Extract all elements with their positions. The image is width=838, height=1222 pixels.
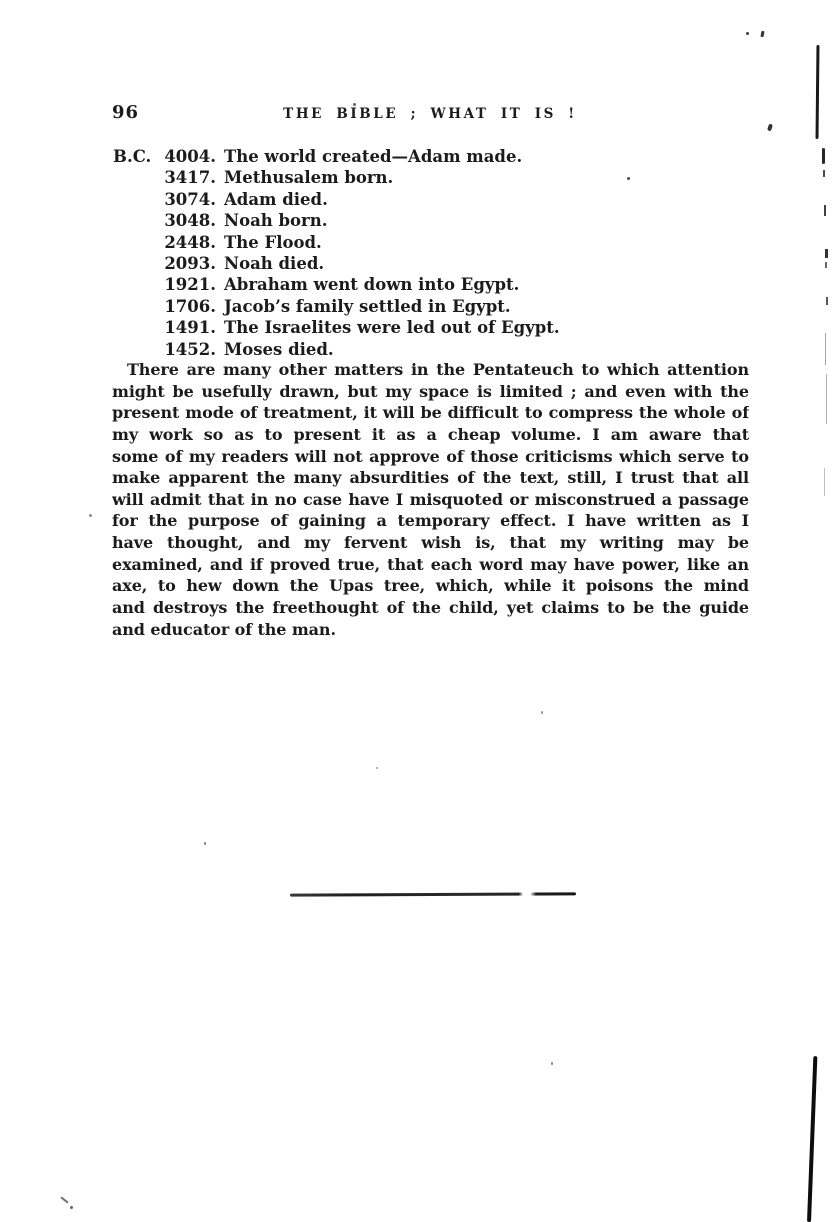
event-label: Jacob’s family settled in Egypt. xyxy=(224,296,511,316)
paragraph-line: There are many other matters in the Pentateuch to which attention xyxy=(127,360,749,379)
running-header: THE BIBLE ; WHAT IT IS ! xyxy=(283,106,577,122)
paragraph-line: and destroys the freethought of the child, yet claims to be the guide xyxy=(112,598,749,618)
scan-artifact xyxy=(824,468,825,496)
paragraph-line: make apparent the many absurdities of the text, still, I trust that all xyxy=(112,468,749,488)
scan-artifact xyxy=(807,1056,817,1222)
chronology-entry xyxy=(113,275,758,296)
ink-speck xyxy=(376,767,378,769)
paragraph-line: present mode of treatment, it will be difficult to compress the whole of xyxy=(112,403,749,423)
paragraph-line: might be usefully drawn, but my space is limited ; and even with the xyxy=(112,381,749,401)
page-number: 96 xyxy=(112,102,140,123)
chronology-entry xyxy=(113,147,758,168)
chronology-entry xyxy=(113,318,758,339)
body-paragraph xyxy=(112,359,749,640)
paragraph-line: will admit that in no case have I misquoted or misconstrued a passage xyxy=(112,489,749,509)
year-label: 1452. xyxy=(164,339,216,359)
ink-speck xyxy=(70,1206,73,1209)
year-label: 1706. xyxy=(164,296,216,316)
scan-artifact xyxy=(824,205,826,216)
scan-artifact xyxy=(825,333,826,365)
event-label: Adam died. xyxy=(224,189,328,209)
scan-artifact xyxy=(823,170,825,177)
paragraph-line: for the purpose of gaining a temporary effect. I have written as I xyxy=(112,511,749,531)
scan-artifact xyxy=(822,148,825,164)
ink-speck xyxy=(353,103,356,106)
chronology-entry xyxy=(113,168,758,189)
event-label: Abraham went down into Egypt. xyxy=(224,275,520,295)
paragraph-line: my work so as to present it as a cheap volume. I am aware that xyxy=(112,424,749,444)
year-label: 1491. xyxy=(164,318,216,338)
event-label: The Flood. xyxy=(224,232,322,252)
chronology-entry xyxy=(113,297,758,318)
scan-artifact xyxy=(825,262,827,268)
year-label: 3048. xyxy=(164,211,216,231)
chronology-entry xyxy=(113,254,758,275)
event-label: Noah born. xyxy=(224,211,328,231)
paragraph-line: axe, to hew down the Upas tree, which, while it poisons the mind xyxy=(112,576,749,596)
ink-speck xyxy=(204,842,206,845)
scan-artifact xyxy=(825,249,828,258)
ink-speck xyxy=(60,1196,68,1203)
event-label: Moses died. xyxy=(224,339,334,359)
scan-artifact xyxy=(826,297,828,305)
era-label: B.C. xyxy=(113,147,152,166)
ink-speck xyxy=(627,177,630,180)
paragraph-line: examined, and if proved true, that each word may have power, like an xyxy=(112,554,749,574)
ink-speck xyxy=(541,711,543,714)
chronology-list xyxy=(113,147,758,361)
paragraph-line: and educator of the man. xyxy=(112,619,336,639)
ink-speck xyxy=(760,31,764,37)
chronology-entry xyxy=(113,211,758,232)
paragraph-line: some of my readers will not approve of those criticisms which serve to xyxy=(112,446,749,466)
chronology-entry xyxy=(113,190,758,211)
scan-artifact xyxy=(816,45,820,139)
year-label: 4004. xyxy=(164,147,216,166)
ink-speck xyxy=(767,124,773,132)
event-label: The world created—Adam made. xyxy=(224,147,523,166)
year-label: 3074. xyxy=(164,189,216,209)
chronology-entry xyxy=(113,340,758,361)
ink-speck xyxy=(551,1062,553,1065)
paragraph-line: have thought, and my fervent wish is, that my writing may be xyxy=(112,533,749,553)
chronology-entry xyxy=(113,233,758,254)
year-label: 2093. xyxy=(164,253,216,273)
year-label: 1921. xyxy=(164,275,216,295)
event-label: The Israelites were led out of Egypt. xyxy=(224,318,560,338)
year-label: 3417. xyxy=(164,168,216,188)
scan-artifact xyxy=(826,374,827,424)
ink-speck xyxy=(746,32,749,35)
section-divider-rule xyxy=(290,892,576,896)
year-label: 2448. xyxy=(164,232,216,252)
ink-speck xyxy=(89,514,92,517)
event-label: Methusalem born. xyxy=(224,168,394,188)
event-label: Noah died. xyxy=(224,253,325,273)
